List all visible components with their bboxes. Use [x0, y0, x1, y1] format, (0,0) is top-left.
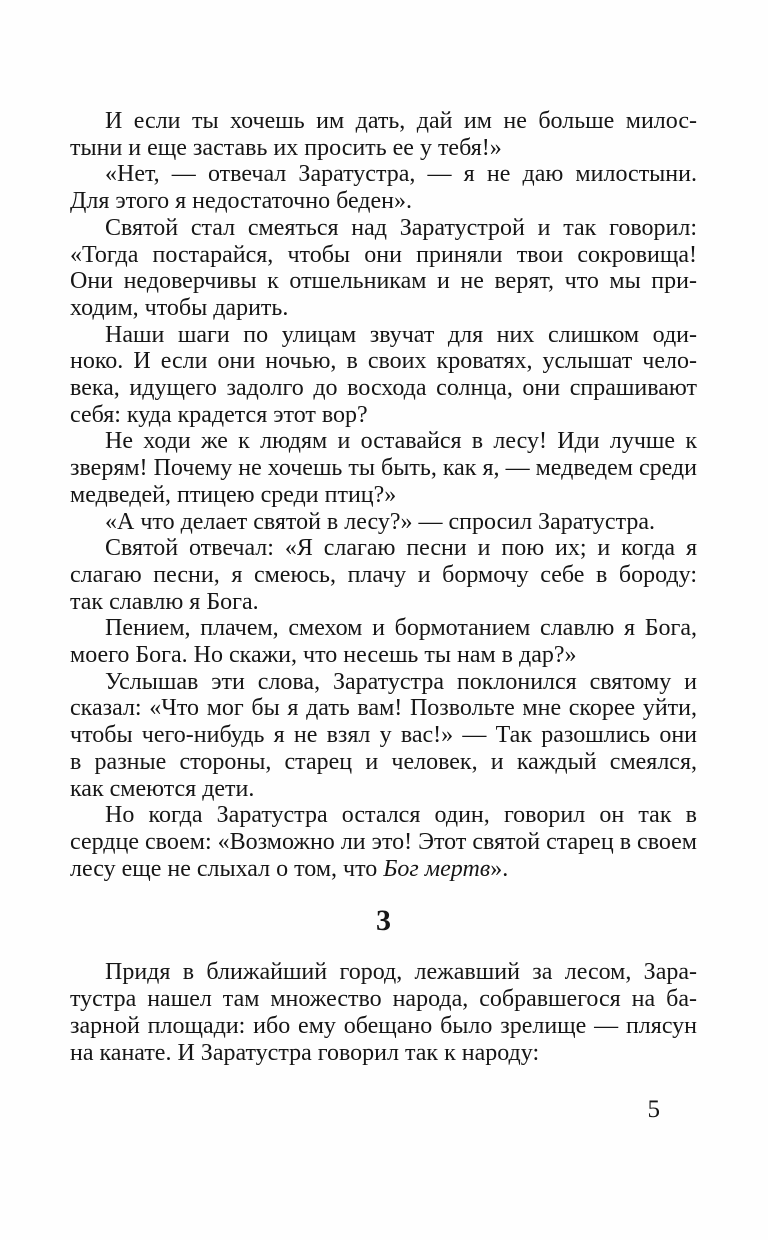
text-line: И если ты хочешь им дать, дай им не больше милос- — [105, 108, 697, 134]
text-line: себя: куда крадется этот вор? — [70, 401, 368, 428]
emphasis-text: Бог мертв — [383, 855, 491, 882]
text-line: тыни и еще заставь их просить ее у тебя!» — [70, 134, 502, 161]
text-line: Но когда Заратустра остался один, говорил он так в — [105, 802, 697, 829]
paragraph — [70, 509, 697, 536]
paragraph — [70, 669, 697, 803]
text-line: ноко. И если они ночью, в своих кроватях, услышат чело- — [70, 348, 697, 375]
paragraph — [70, 322, 697, 429]
text-line: моего Бога. Но скажи, что несешь ты нам в дар?» — [70, 642, 577, 669]
text-line: ходим, чтобы дарить. — [70, 294, 289, 321]
text-line: как смеются дети. — [70, 775, 255, 802]
text-line: Святой стал смеяться над Заратустрой и так говорил: — [105, 214, 697, 241]
paragraph — [70, 108, 697, 161]
text-line: Наши шаги по улицам звучат для них слишком оди- — [105, 321, 697, 348]
text-line: «Нет, — отвечал Заратустра, — я не даю милостыни. — [105, 161, 697, 188]
section-heading: 3 — [376, 904, 391, 938]
paragraph — [70, 959, 697, 1066]
text-line: слагаю песни, я смеюсь, плачу и бормочу себе в бороду: — [70, 561, 697, 588]
text-line: Они недоверчивы к отшельникам и не верят, что мы при- — [70, 268, 697, 295]
text-line: Для этого я недостаточно беден». — [70, 188, 412, 215]
paragraph — [70, 161, 697, 214]
text-line: Пением, плачем, смехом и бормотанием славлю я Бога, — [105, 615, 697, 642]
text-line: «Тогда постарайся, чтобы они приняли твои сокровища! — [70, 241, 697, 268]
text-line: тустра нашел там множество народа, собравшегося на ба- — [70, 986, 697, 1013]
paragraph — [70, 535, 697, 615]
text-line: на канате. И Заратустра говорил так к народу: — [70, 1039, 540, 1066]
text-line: зарной площади: ибо ему обещано было зрелище — плясун — [70, 1012, 697, 1039]
text-line: сказал: «Что мог бы я дать вам! Позвольте мне скорее уйти, — [70, 695, 697, 722]
paragraph — [70, 428, 697, 508]
page-number: 5 — [647, 1096, 660, 1123]
text-line: Услышав эти слова, Заратустра поклонился святому и — [105, 668, 697, 695]
text-line: Святой отвечал: «Я слагаю песни и пою их; и когда я — [105, 535, 697, 562]
text-line: зверям! Почему не хочешь ты быть, как я, — медведем среди — [70, 455, 697, 482]
paragraph — [70, 215, 697, 322]
text-line: так славлю я Бога. — [70, 588, 259, 615]
text-line: сердце своем: «Возможно ли это! Этот святой старец в своем — [70, 828, 697, 855]
text-line: века, идущего задолго до восхода солнца, они спрашивают — [70, 375, 697, 402]
paragraph — [70, 615, 697, 668]
paragraph — [70, 802, 697, 882]
text-line: чтобы чего-нибудь я не взял у вас!» — Так разошлись они — [70, 722, 697, 749]
text-line: в разные стороны, старец и человек, и каждый смеялся, — [70, 748, 697, 775]
page-body — [70, 108, 697, 1066]
text-line: Не ходи же к людям и оставайся в лесу! Иди лучше к — [105, 428, 697, 455]
text-line: Придя в ближайший город, лежавший за лесом, Зара- — [105, 959, 697, 986]
text-line: лесу еще не слыхал о том, что Бог мертв». — [70, 855, 509, 882]
text-line: «А что делает святой в лесу?» — спросил Заратустра. — [105, 508, 656, 535]
text-line: медведей, птицею среди птиц?» — [70, 481, 397, 508]
